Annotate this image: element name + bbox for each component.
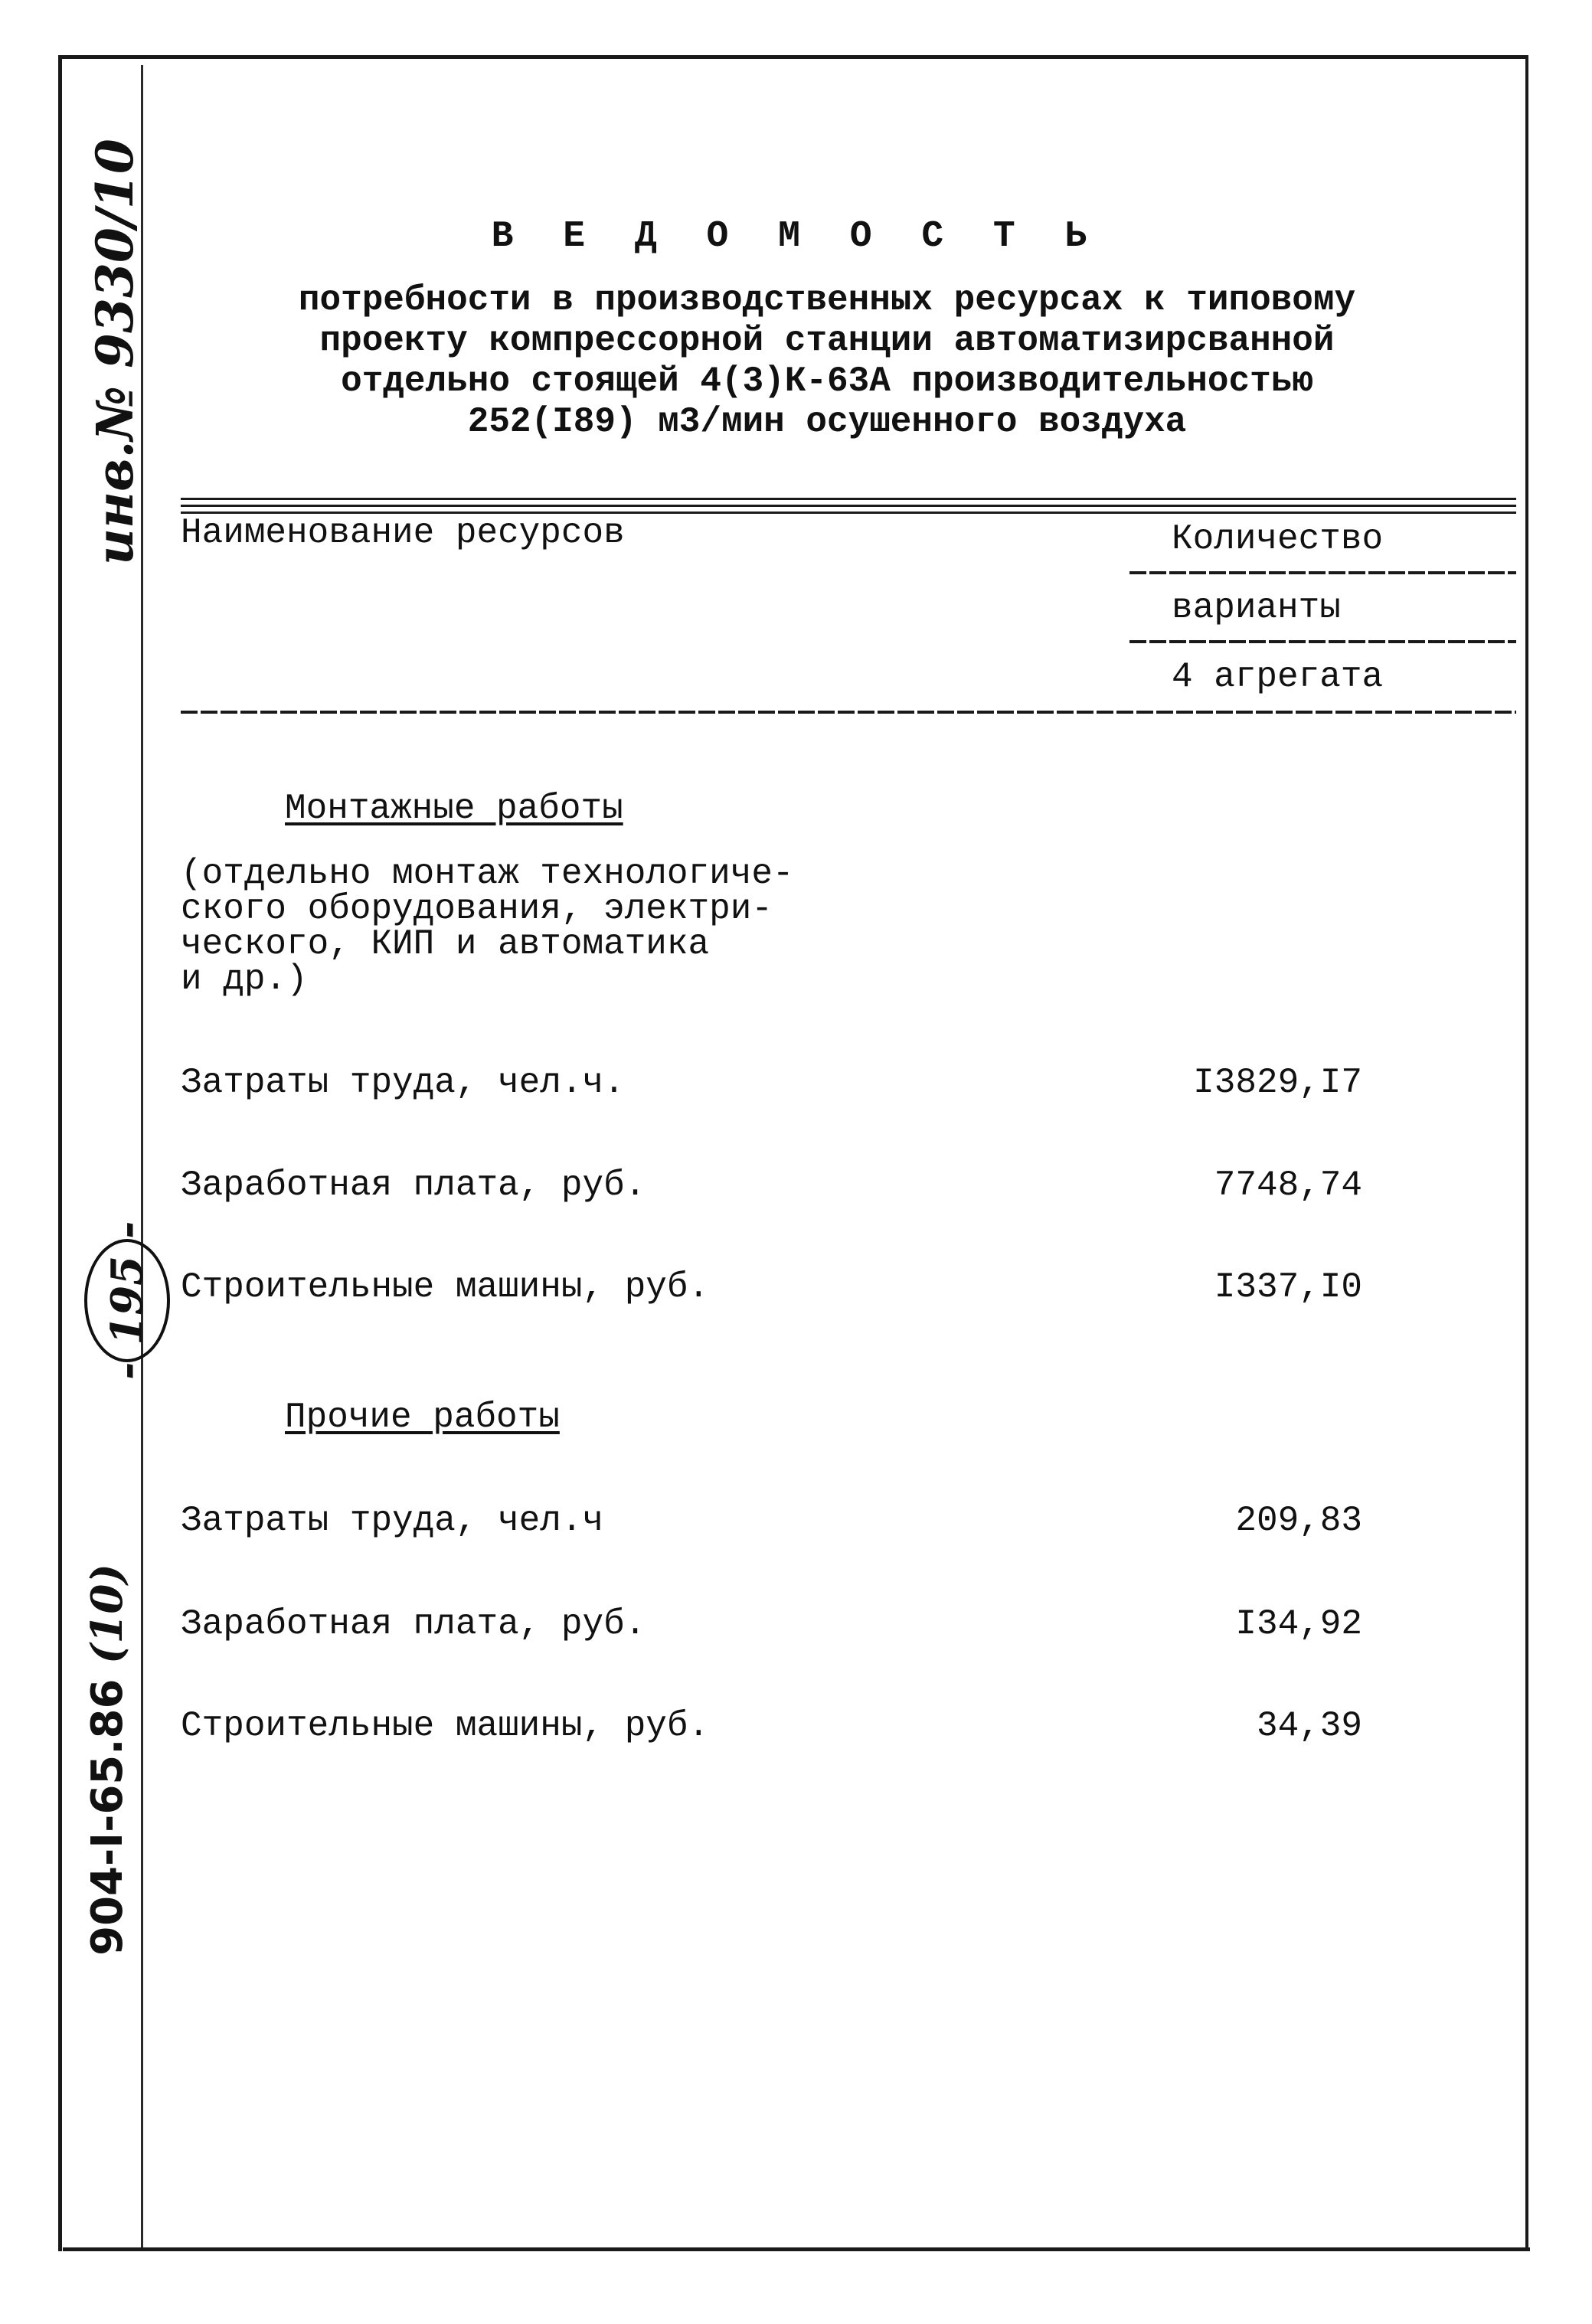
frame-left-line bbox=[58, 55, 62, 2251]
page-dash-left: - bbox=[102, 1361, 152, 1380]
section-heading-other: Прочие работы bbox=[285, 1397, 560, 1437]
subtitle-line: отдельно стоящей 4(3)К-63А производительностью bbox=[341, 361, 1313, 401]
row-value-wages: 7748,74 bbox=[1214, 1165, 1362, 1205]
subtitle-line: потребности в производственных ресурсах к типовому bbox=[298, 280, 1356, 320]
row-label-machines: Строительные машины, руб. bbox=[181, 1267, 710, 1307]
subtitle-line: 252(I89) м3/мин осушенного воздуха bbox=[467, 401, 1187, 442]
page-number-mark bbox=[84, 1221, 161, 1380]
inventory-note: инв.№ 9330/10 bbox=[85, 139, 145, 565]
note-line: и др.) bbox=[181, 959, 308, 999]
frame-top-line bbox=[58, 55, 1528, 59]
document-code bbox=[73, 1553, 142, 1966]
section-heading-montage: Монтажные работы bbox=[285, 789, 623, 829]
document-title: В Е Д О М О С Т Ь bbox=[491, 216, 1101, 257]
variants-dash-rule bbox=[1129, 640, 1516, 643]
doc-sheet: (10) bbox=[82, 1564, 132, 1665]
row-value-labor: I3829,I7 bbox=[1193, 1063, 1362, 1103]
row-label-labor: Затраты труда, чел.ч. bbox=[181, 1063, 625, 1103]
row-label-wages: Заработная плата, руб. bbox=[181, 1165, 646, 1205]
frame-right-line bbox=[1525, 55, 1528, 2251]
row-value-wages: I34,92 bbox=[1235, 1604, 1362, 1644]
page-dash-right: - bbox=[102, 1221, 152, 1239]
subtitle-line: проекту компрессорной станции автоматизирсванной bbox=[319, 320, 1335, 361]
row-label-wages: Заработная плата, руб. bbox=[181, 1604, 646, 1644]
note-line: ческого, КИП и автоматика bbox=[181, 924, 710, 964]
page-number: 195 bbox=[84, 1239, 170, 1362]
row-label-machines: Строительные машины, руб. bbox=[181, 1706, 710, 1746]
note-line: (отдельно монтаж технологиче- bbox=[181, 854, 794, 894]
section-note-montage bbox=[181, 856, 870, 997]
document-subtitle bbox=[230, 280, 1424, 443]
column-header-variant-value: 4 агрегата bbox=[1172, 657, 1384, 697]
frame-bottom-line bbox=[63, 2247, 1530, 2251]
quantity-dash-rule bbox=[1129, 571, 1516, 574]
column-header-name: Наименование ресурсов bbox=[181, 513, 625, 553]
row-value-machines: I337,I0 bbox=[1214, 1267, 1362, 1307]
doc-code: 904-I-65.86 bbox=[83, 1678, 132, 1956]
note-line: ского оборудования, электри- bbox=[181, 889, 773, 929]
row-label-labor: Затраты труда, чел.ч bbox=[181, 1501, 604, 1541]
row-value-machines: 34,39 bbox=[1256, 1706, 1362, 1746]
column-header-variants: варианты bbox=[1172, 588, 1341, 628]
row-value-labor: 209,83 bbox=[1235, 1501, 1362, 1541]
column-header-quantity: Количество bbox=[1172, 519, 1384, 559]
table-header-bottom-rule bbox=[181, 711, 1516, 714]
